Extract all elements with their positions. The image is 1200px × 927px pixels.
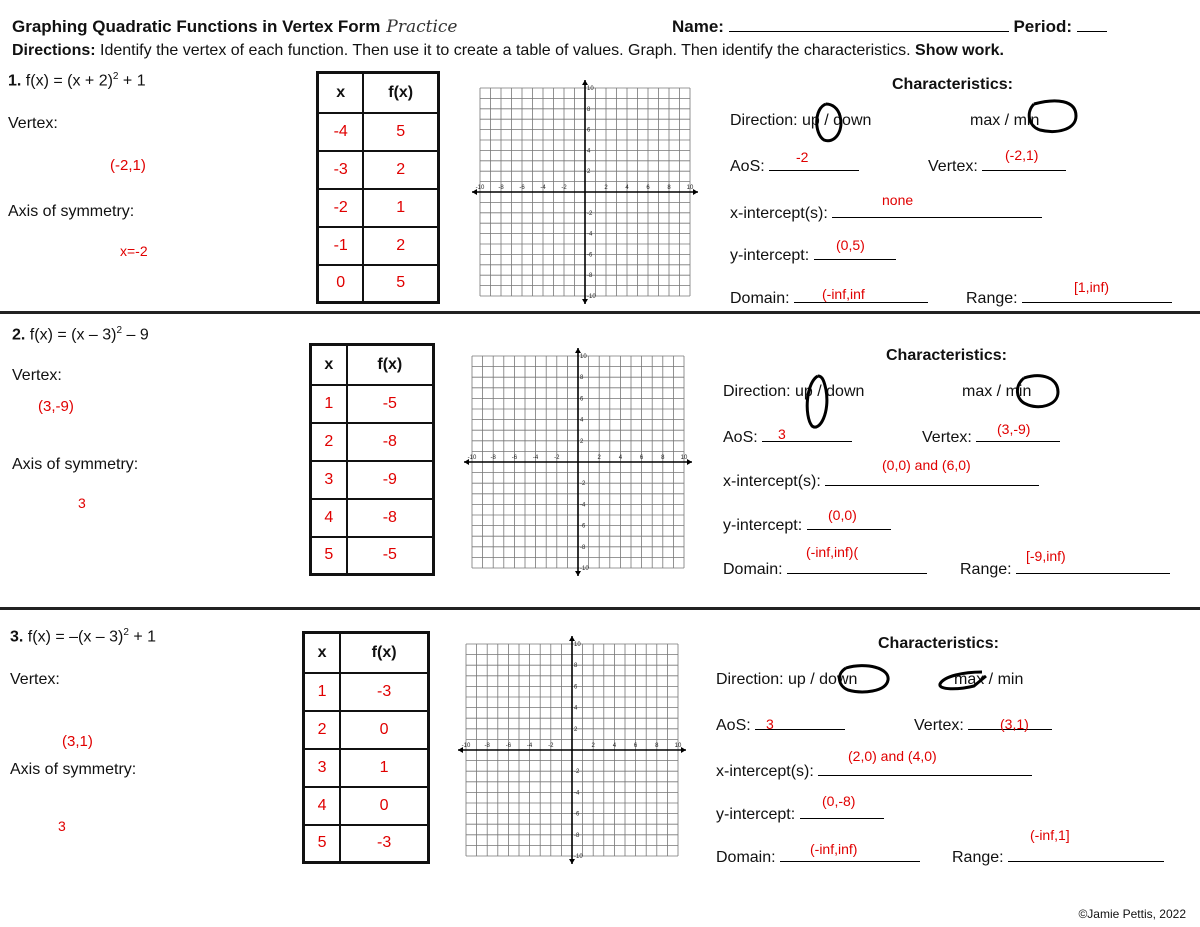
axis-label: Axis of symmetry: xyxy=(12,456,139,473)
x-tick-label: 10 xyxy=(674,743,682,749)
vertex-label: Vertex: xyxy=(12,367,62,384)
y-tick-label: 4 xyxy=(580,417,584,424)
x-tick-label: -2 xyxy=(554,455,560,461)
x-tick-label: -2 xyxy=(561,185,567,191)
x-tick-label: 4 xyxy=(618,455,623,461)
vertex-c-answer: (3,1) xyxy=(1000,716,1029,732)
xint-answer: (2,0) and (4,0) xyxy=(848,748,937,764)
axis-answer: 3 xyxy=(78,495,86,511)
col-fx-header: f(x) xyxy=(340,633,428,673)
table-cell[interactable]: -5 xyxy=(347,537,434,575)
x-tick-label: 4 xyxy=(625,185,629,191)
aos-label: AoS: xyxy=(716,715,845,735)
vertex-label: Vertex: xyxy=(10,671,60,688)
axis-answer: x=-2 xyxy=(120,243,148,259)
x-tick-label: -2 xyxy=(548,743,554,749)
y-tick-label: 6 xyxy=(580,396,584,403)
circle-mark-max xyxy=(934,666,990,696)
coordinate-grid-3[interactable] xyxy=(456,634,688,866)
range-answer: [-9,inf) xyxy=(1026,548,1066,564)
circle-mark-up xyxy=(810,98,850,148)
table-cell[interactable]: -3 xyxy=(340,825,428,863)
y-tick-label: -8 xyxy=(580,544,586,551)
domain-label: Domain: xyxy=(716,847,920,867)
vertex-c-label: Vertex: xyxy=(922,427,1060,447)
y-tick-label: 8 xyxy=(587,106,591,113)
table-cell[interactable]: -1 xyxy=(318,227,364,265)
axis-label: Axis of symmetry: xyxy=(8,203,135,220)
x-tick-label: 6 xyxy=(639,455,644,461)
x-tick-label: -8 xyxy=(484,743,490,749)
col-x-header: x xyxy=(304,633,341,673)
table-cell[interactable]: 5 xyxy=(363,113,438,151)
domain-answer: (-inf,inf xyxy=(822,286,865,302)
axis-label: Axis of symmetry: xyxy=(10,761,137,778)
circle-mark-min xyxy=(1016,96,1082,138)
vertex-c-label: Vertex: xyxy=(914,715,1052,735)
copyright-footer: ©Jamie Pettis, 2022 xyxy=(1078,907,1186,921)
y-tick-label: 6 xyxy=(574,684,578,691)
x-tick-label: -4 xyxy=(540,185,546,191)
col-fx-header: f(x) xyxy=(363,73,438,113)
x-tick-label: -8 xyxy=(490,455,496,461)
value-table-3 xyxy=(302,631,430,864)
y-tick-label: -2 xyxy=(587,210,593,217)
directions: Directions: Identify the vertex of each function. Then use it to create a table of values. Graph. Then identify the characteristics. Show work. xyxy=(12,42,1004,59)
table-cell[interactable]: 5 xyxy=(311,537,347,575)
x-tick-label: 8 xyxy=(655,743,659,749)
range-answer: [1,inf) xyxy=(1074,279,1110,295)
table-cell[interactable]: 0 xyxy=(340,787,428,825)
y-tick-label: -6 xyxy=(574,811,580,818)
direction-label: Direction: up / down xyxy=(723,383,865,400)
value-table-2 xyxy=(309,343,435,576)
x-tick-label: 8 xyxy=(667,185,671,191)
coordinate-grid-1[interactable] xyxy=(470,78,700,306)
yint-answer: (0,5) xyxy=(836,237,865,253)
circle-mark-up xyxy=(800,372,834,434)
title-practice-script: Practice xyxy=(386,17,458,37)
worksheet-title: Graphing Quadratic Functions in Vertex Form Practice xyxy=(12,17,458,37)
x-tick-label: 2 xyxy=(604,185,608,191)
table-cell[interactable]: 2 xyxy=(363,227,438,265)
vertex-c-answer: (3,-9) xyxy=(997,421,1031,437)
vertex-answer: (3,1) xyxy=(62,733,93,750)
vertex-label: Vertex: xyxy=(8,115,58,132)
x-tick-label: 2 xyxy=(591,743,595,749)
axis-answer: 3 xyxy=(58,818,66,834)
table-cell[interactable]: 3 xyxy=(311,461,347,499)
x-tick-label: -10 xyxy=(475,185,485,191)
name-period-line xyxy=(672,17,1107,37)
yint-label: y-intercept: xyxy=(723,515,891,535)
xint-label: x-intercept(s): xyxy=(723,471,1039,491)
domain-answer: (-inf,inf) xyxy=(810,841,858,857)
table-cell[interactable]: -8 xyxy=(347,499,434,537)
coordinate-grid-2[interactable] xyxy=(462,346,694,578)
x-tick-label: 4 xyxy=(612,743,617,749)
table-cell[interactable]: 4 xyxy=(311,499,347,537)
x-tick-label: 6 xyxy=(646,185,650,191)
x-tick-label: -6 xyxy=(505,743,512,749)
y-tick-label: 6 xyxy=(587,127,591,134)
yint-answer: (0,0) xyxy=(828,507,857,523)
y-tick-label: 8 xyxy=(574,663,578,670)
y-tick-label: -2 xyxy=(574,769,580,776)
y-tick-label: 8 xyxy=(580,375,584,382)
table-cell[interactable]: 1 xyxy=(363,189,438,227)
table-cell[interactable]: 3 xyxy=(304,749,341,787)
aos-answer: 3 xyxy=(778,426,786,442)
name-label: Name: xyxy=(672,17,724,36)
direction-label: Direction: up / down xyxy=(716,671,858,688)
xint-label: x-intercept(s): xyxy=(716,761,1032,781)
table-cell[interactable]: 1 xyxy=(304,673,341,711)
period-blank[interactable] xyxy=(1077,17,1107,32)
x-tick-label: 10 xyxy=(686,185,694,191)
x-tick-label: 2 xyxy=(597,455,601,461)
range-label: Range: xyxy=(952,847,1164,867)
y-tick-label: -8 xyxy=(574,832,580,839)
problem-1-function: 1. $f(x) = (x + 2)^2 + 1$ xyxy=(8,71,146,90)
name-blank[interactable] xyxy=(729,17,1009,32)
table-cell[interactable]: 2 xyxy=(311,423,347,461)
x-tick-label: -4 xyxy=(532,455,539,461)
table-cell[interactable]: -8 xyxy=(347,423,434,461)
domain-label: Domain: xyxy=(730,288,928,308)
y-tick-label: -2 xyxy=(580,481,586,488)
table-cell[interactable]: 2 xyxy=(304,711,341,749)
table-cell[interactable]: 2 xyxy=(363,151,438,189)
y-tick-label: 4 xyxy=(587,148,591,155)
characteristics-title: Characteristics: xyxy=(878,635,999,652)
y-tick-label: 2 xyxy=(574,726,578,733)
table-cell[interactable]: -2 xyxy=(318,189,364,227)
yint-label: y-intercept: xyxy=(730,245,896,265)
yint-answer: (0,-8) xyxy=(822,793,856,809)
x-tick-label: 6 xyxy=(633,743,638,749)
circle-mark-min xyxy=(1008,370,1062,414)
x-tick-label: -10 xyxy=(461,743,471,749)
y-tick-label: 10 xyxy=(574,642,581,648)
table-cell[interactable]: -9 xyxy=(347,461,434,499)
table-cell[interactable]: -3 xyxy=(318,151,364,189)
characteristics-title: Characteristics: xyxy=(892,76,1013,93)
vertex-c-answer: (-2,1) xyxy=(1005,147,1039,163)
y-tick-label: -4 xyxy=(580,502,586,509)
range-label: Range: xyxy=(960,559,1170,579)
maxmin-label: max / min xyxy=(954,671,1024,688)
y-tick-label: 2 xyxy=(580,438,584,445)
col-x-header: x xyxy=(311,345,347,385)
col-x-header: x xyxy=(318,73,364,113)
direction-label: Direction: up / down xyxy=(730,112,872,129)
aos-label: AoS: xyxy=(723,427,852,447)
x-tick-label: 8 xyxy=(661,455,665,461)
aos-answer: 3 xyxy=(766,716,774,732)
table-cell[interactable]: 1 xyxy=(311,385,347,423)
y-tick-label: -10 xyxy=(587,294,596,300)
value-table-1 xyxy=(316,71,440,304)
y-tick-label: -8 xyxy=(587,273,593,280)
y-tick-label: -6 xyxy=(580,523,586,530)
x-tick-label: -4 xyxy=(526,743,533,749)
vertex-answer: (-2,1) xyxy=(110,157,146,174)
period-label: Period: xyxy=(1013,17,1072,36)
domain-label: Domain: xyxy=(723,559,927,579)
y-tick-label: -10 xyxy=(580,566,589,572)
x-tick-label: -10 xyxy=(467,455,477,461)
range-label: Range: xyxy=(966,288,1172,308)
table-cell[interactable]: 0 xyxy=(318,265,364,303)
y-tick-label: -6 xyxy=(587,252,593,259)
range-answer: (-inf,1] xyxy=(1030,827,1070,843)
table-cell[interactable]: 1 xyxy=(340,749,428,787)
x-tick-label: 10 xyxy=(680,455,688,461)
y-tick-label: 2 xyxy=(587,169,591,176)
x-tick-label: -6 xyxy=(519,185,525,191)
domain-answer: (-inf,inf)( xyxy=(806,544,859,560)
table-cell[interactable]: 4 xyxy=(304,787,341,825)
maxmin-label: max / min xyxy=(962,383,1032,400)
yint-label: y-intercept: xyxy=(716,804,884,824)
characteristics-title: Characteristics: xyxy=(886,347,1007,364)
table-cell[interactable]: -5 xyxy=(347,385,434,423)
problem-3-function: 3. f(x) = –(x – 3)$^2$ + 1 xyxy=(10,627,157,646)
table-cell[interactable]: -4 xyxy=(318,113,364,151)
xint-label: x-intercept(s): xyxy=(730,203,1042,223)
table-cell[interactable]: 5 xyxy=(363,265,438,303)
y-tick-label: 10 xyxy=(587,86,594,92)
table-cell[interactable]: 5 xyxy=(304,825,341,863)
y-tick-label: -4 xyxy=(587,231,593,238)
xint-answer: none xyxy=(882,192,914,208)
y-tick-label: -4 xyxy=(574,790,580,797)
y-tick-label: -10 xyxy=(574,854,583,860)
circle-mark-down xyxy=(832,662,894,698)
xint-answer: (0,0) and (6,0) xyxy=(882,457,971,473)
aos-answer: -2 xyxy=(796,149,809,165)
aos-label: AoS: xyxy=(730,156,859,176)
section-divider xyxy=(0,607,1200,610)
x-tick-label: -8 xyxy=(498,185,504,191)
vertex-c-label: Vertex: xyxy=(928,156,1066,176)
section-divider xyxy=(0,311,1200,314)
x-tick-label: -6 xyxy=(511,455,518,461)
y-tick-label: 4 xyxy=(574,705,578,712)
table-cell[interactable]: -3 xyxy=(340,673,428,711)
col-fx-header: f(x) xyxy=(347,345,434,385)
maxmin-label: max / min xyxy=(970,112,1040,129)
y-tick-label: 10 xyxy=(580,354,587,360)
table-cell[interactable]: 0 xyxy=(340,711,428,749)
problem-2-function: 2. f(x) = (x – 3)$^2$ – 9 xyxy=(12,325,149,344)
vertex-answer: (3,-9) xyxy=(38,398,74,415)
